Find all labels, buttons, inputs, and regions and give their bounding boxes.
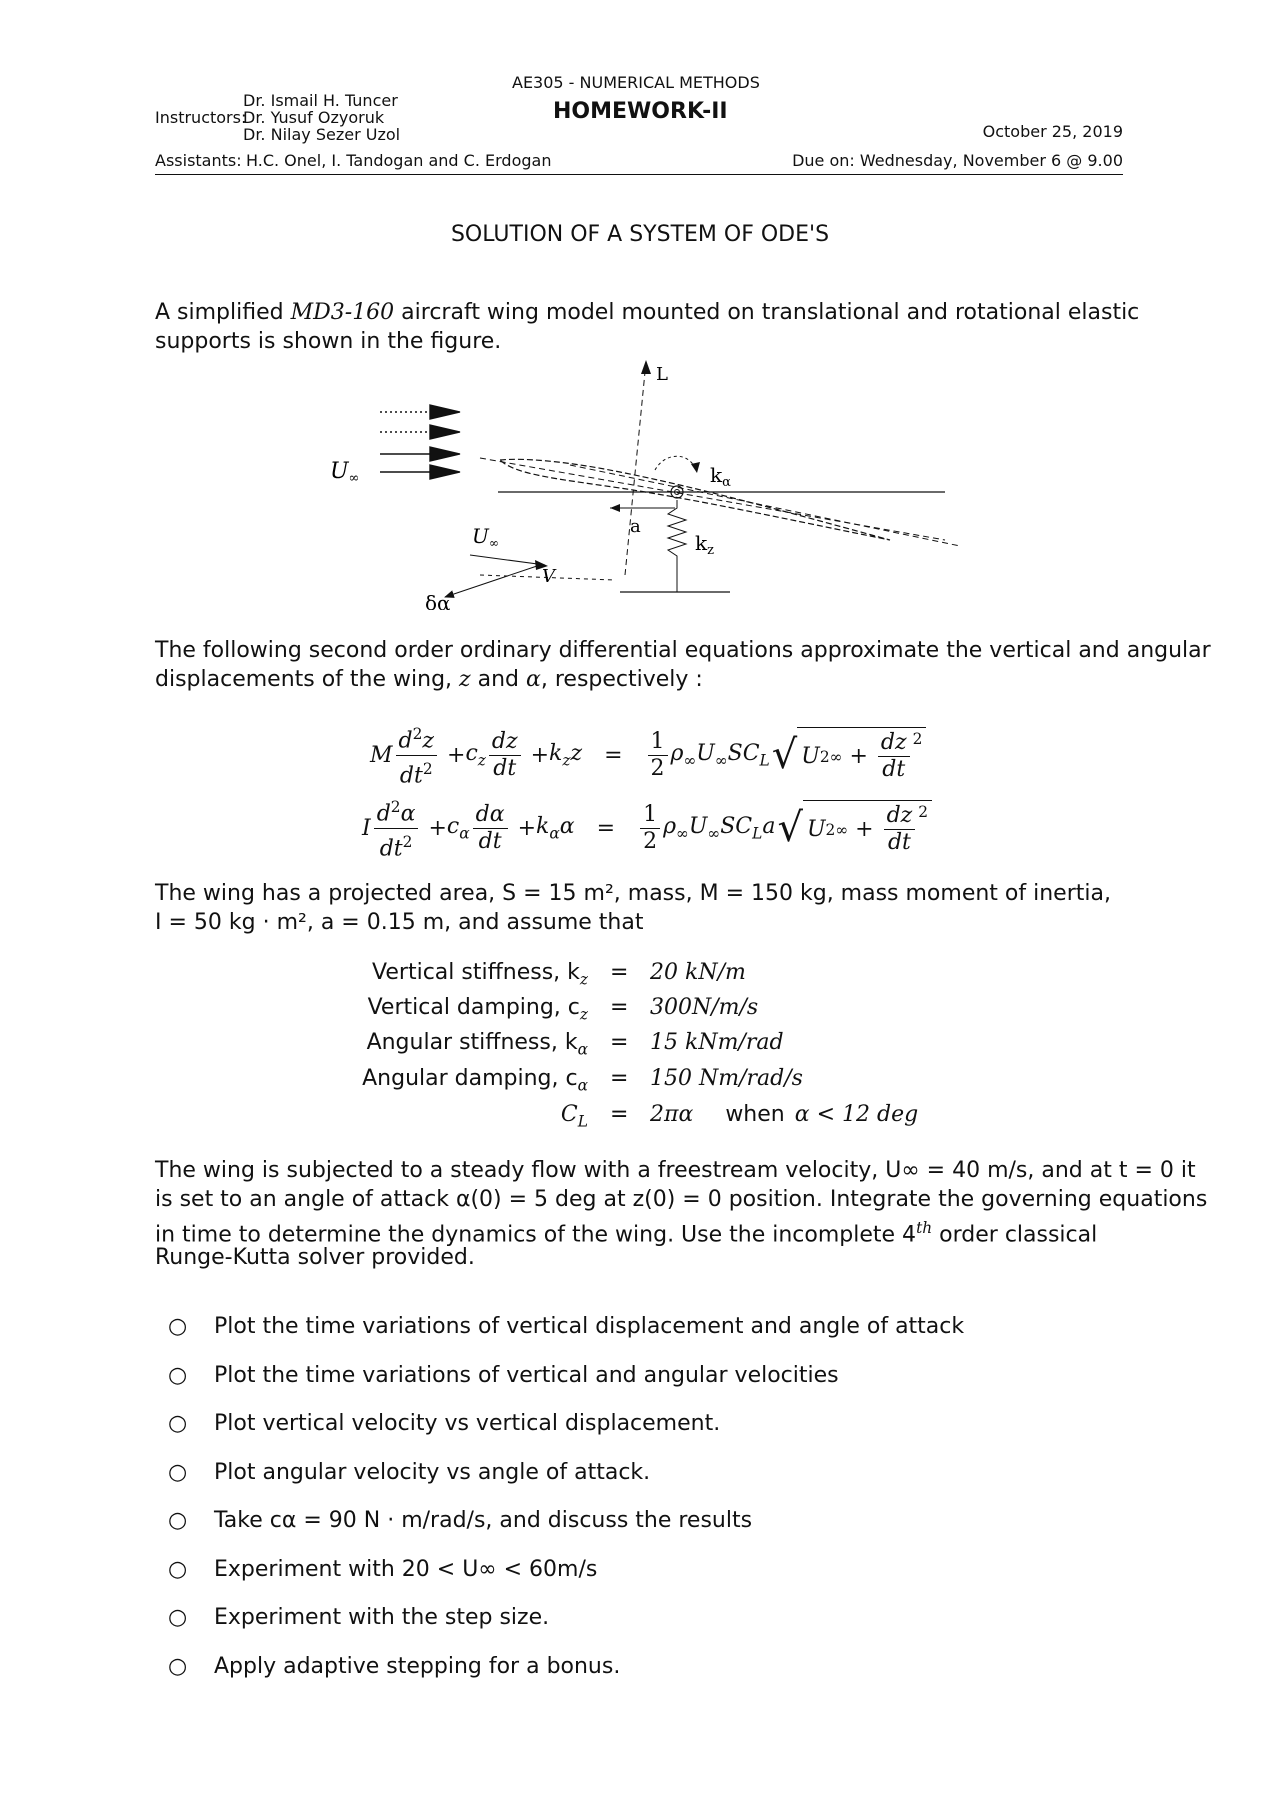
spring-kz [668, 500, 686, 592]
params-line-1: The wing has a projected area, S = 15 m², mass, M = 150 kg, mass moment of inertia, [155, 881, 1111, 906]
intro-text-after: aircraft wing model mounted on translational and rotational elastic [394, 300, 1140, 325]
param-value-cl: 2πα when α < 12 deg [650, 1102, 919, 1127]
label-u-inf-bottom: $U_\infty$ [472, 524, 499, 550]
instructors-label: Instructors: [155, 108, 247, 127]
param-label-cz: Vertical damping, $c_z$ [367, 995, 588, 1024]
param-value-cz: 300N/m/s [650, 995, 759, 1020]
instructor-3: Dr. Nilay Sezer Uzol [243, 125, 401, 144]
assistants-label: Assistants: [155, 151, 242, 170]
homework-title: HOMEWORK-II [553, 99, 728, 124]
course-name: AE305 - NUMERICAL METHODS [512, 73, 760, 92]
model-name: MD3-160 [290, 300, 395, 325]
instructor-1: Dr. Ismail H. Tuncer [243, 91, 398, 110]
label-a: a [630, 516, 641, 537]
flow-arrows [380, 405, 460, 479]
task-line-4: Runge-Kutta solver provided. [155, 1245, 475, 1270]
label-k-alpha: $k_\alpha$ [710, 463, 731, 490]
param-label-calpha: Angular damping, $c_\alpha$ [362, 1066, 588, 1095]
due-date: Due on: Wednesday, November 6 @ 9.00 [792, 151, 1123, 170]
header-rule [155, 174, 1123, 175]
intro-line-1 [155, 298, 1139, 327]
airfoil [500, 459, 890, 540]
issue-date: October 25, 2019 [982, 122, 1123, 141]
param-label-kz: Vertical stiffness, $k_z$ [372, 960, 588, 989]
task-line-2: is set to an angle of attack α(0) = 5 deg at z(0) = 0 position. Integrate the governing equations [155, 1187, 1208, 1212]
equation-angular: I $\frac{d^2\alpha}{dt^2}$ + $c_\alpha$ $\frac{d\alpha}{dt}$ + $k_\alpha\alpha$ = $\frac{1}{2}$ $\rho_\infty U_\infty SC_La$ √ U 2 ∞ + $\frac{dz}{dt}$ $^2$ [362, 793, 932, 863]
label-L: L [656, 364, 668, 385]
ode-intro-line-2: displacements of the wing, z and α, respectively : [155, 667, 703, 692]
label-u-inf-left: U∞ [330, 459, 360, 486]
ode-intro-line-1: The following second order ordinary differential equations approximate the vertical and angular [155, 638, 1211, 663]
section-title: SOLUTION OF A SYSTEM OF ODE'S [450, 222, 830, 247]
assistants: H.C. Onel, I. Tandogan and C. Erdogan [246, 151, 552, 170]
param-value-calpha: 150 Nm/rad/s [650, 1066, 803, 1091]
equation-vertical: M $\frac{d^2z}{dt^2}$ + $c_z$ $\frac{dz}{dt}$ + $k_zz$ = $\frac{1}{2}$ $\rho_\infty U_\infty SC_L$ √ U 2 ∞ + $\frac{dz}{dt}$ $^2$ [370, 720, 926, 790]
label-delta-alpha: δα [425, 591, 451, 610]
label-v: V [542, 566, 555, 587]
task-line-1: The wing is subjected to a steady flow with a freestream velocity, U∞ = 40 m/s, and at t = 0 it [155, 1158, 1196, 1183]
task-line-3: in time to determine the dynamics of the wing. Use the incomplete 4th order classical [155, 1219, 1098, 1248]
lift-arrow [641, 360, 651, 374]
param-label-kalpha: Angular stiffness, $k_\alpha$ [366, 1030, 588, 1059]
instructor-2: Dr. Yusuf Ozyoruk [243, 108, 385, 127]
wing-model-figure [320, 360, 980, 610]
params-line-2: I = 50 kg · m², a = 0.15 m, and assume that [155, 910, 644, 935]
param-value-kz: 20 kN/m [650, 960, 746, 985]
param-label-cl: $C_L$ [560, 1102, 588, 1131]
param-value-kalpha: 15 kNm/rad [650, 1030, 784, 1055]
intro-line-2: supports is shown in the figure. [155, 329, 502, 354]
intro-text-before: A simplified [155, 300, 291, 325]
label-k-z: $k_z$ [695, 531, 714, 558]
